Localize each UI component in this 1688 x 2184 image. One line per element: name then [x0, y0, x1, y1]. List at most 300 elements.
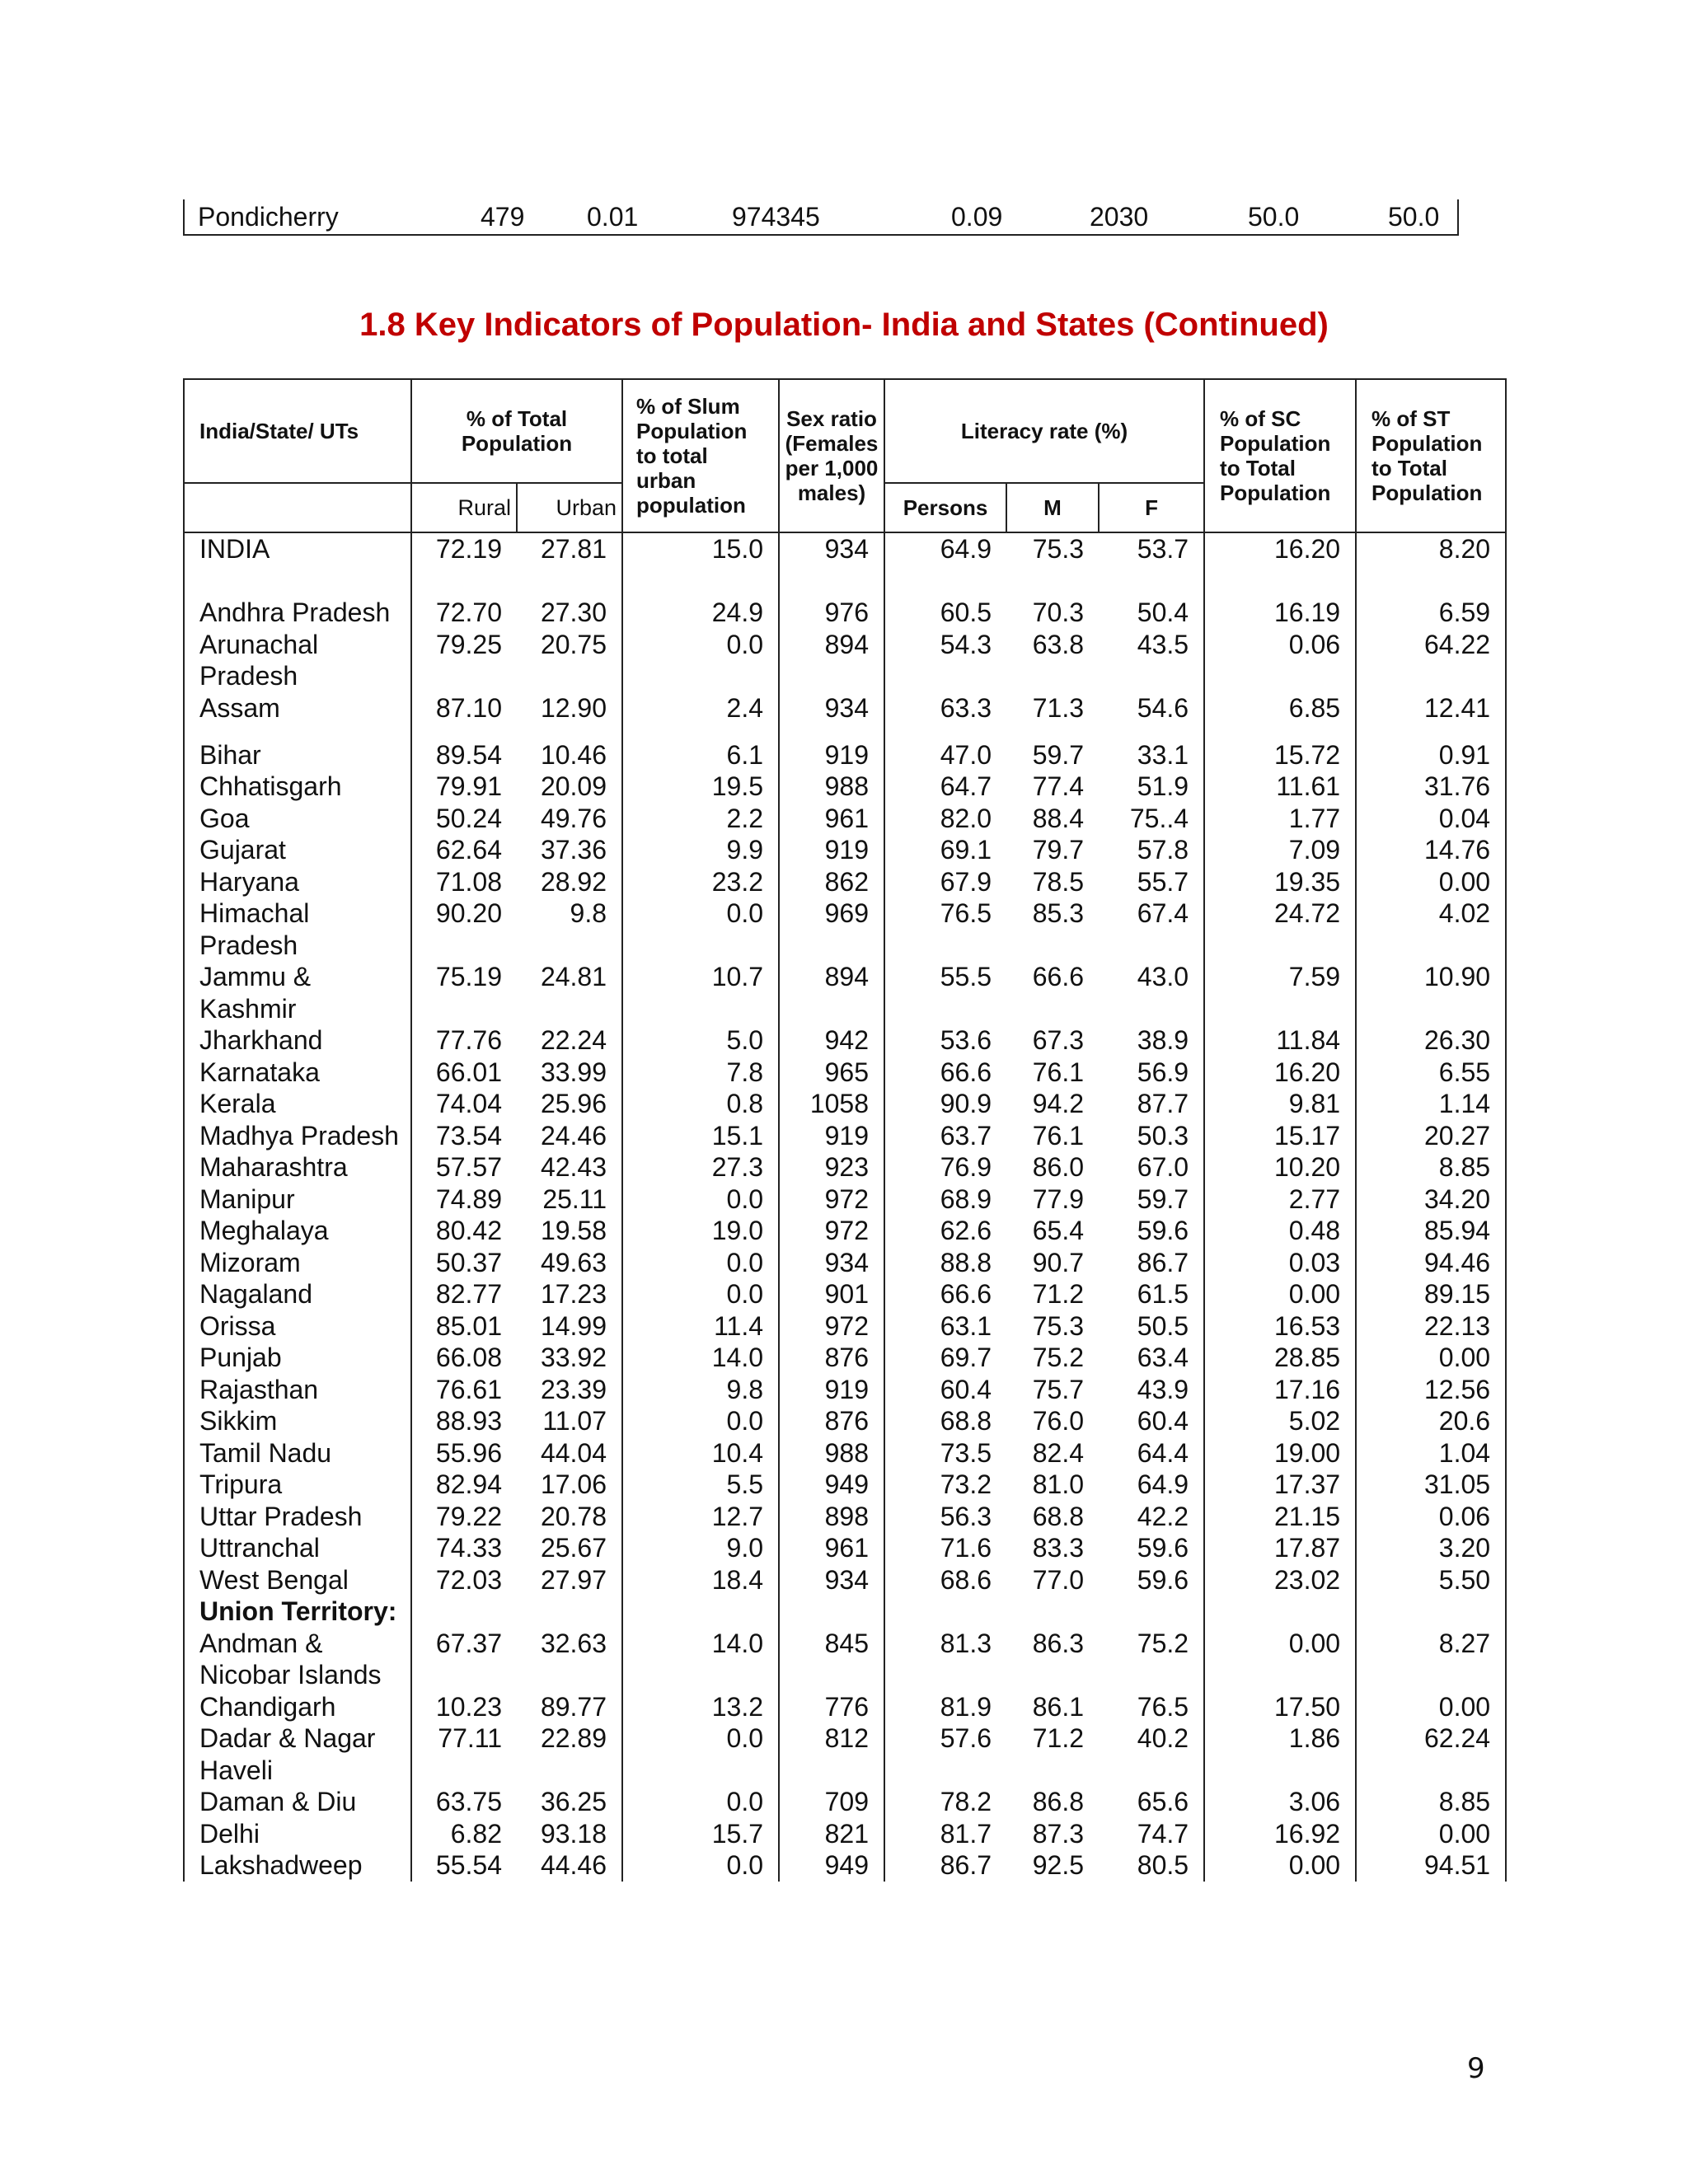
state-name: Tripura [184, 1469, 411, 1501]
cell-value: 27.81 [517, 532, 622, 597]
cell-value: 0.03 [1204, 1247, 1356, 1279]
cell-value: 67.37 [411, 1628, 517, 1691]
table-row [184, 1151, 1506, 1183]
table-row [184, 1405, 1506, 1437]
cell-value: 81.9 [884, 1691, 1006, 1723]
cell-value: 76.0 [1032, 1406, 1085, 1436]
cell-value: 59.6 [1099, 1215, 1204, 1247]
cell-value: 66.6 [884, 1278, 1006, 1310]
cell-value: 86.8 [1032, 1787, 1085, 1816]
cell-value: 77.11 [411, 1722, 517, 1786]
cell-value: 919 [779, 1374, 884, 1406]
cell-value: 77.9 [1032, 1183, 1085, 1214]
cell-value: 934 [779, 532, 884, 597]
cell-value: 74.33 [411, 1532, 517, 1564]
cell-value: 59.6 [1099, 1564, 1204, 1596]
cell-value: 73.5 [884, 1437, 1006, 1469]
cell-value: 934 [779, 1247, 884, 1279]
cell-value: 55.7 [1099, 866, 1204, 898]
prev-row-cell: 0.01 [587, 202, 639, 232]
cell-value: 68.8 [1032, 1501, 1085, 1531]
state-name: Meghalaya [184, 1215, 411, 1247]
cell-value: 50.4 [1099, 597, 1204, 629]
cell-value: 6.59 [1356, 597, 1506, 629]
cell-value: 64.7 [884, 771, 1006, 803]
cell-value: 86.1 [1032, 1691, 1085, 1722]
cell-value: 50.37 [411, 1247, 517, 1279]
cell-value: 0.00 [1356, 1818, 1506, 1850]
cell-value: 60.4 [884, 1374, 1006, 1406]
cell-value: 64.9 [884, 532, 1006, 597]
cell-value: 33.92 [517, 1342, 622, 1374]
cell-value: 59.6 [1099, 1532, 1204, 1564]
cell-value: 11.61 [1204, 771, 1356, 803]
cell-value: 89.54 [411, 739, 517, 771]
state-name: Madhya Pradesh [184, 1120, 411, 1152]
cell-value: 89.77 [517, 1691, 622, 1723]
state-name: Uttar Pradesh [184, 1501, 411, 1533]
cell-value: 49.76 [517, 803, 622, 835]
cell-value: 22.89 [517, 1722, 622, 1786]
table-row [184, 1628, 1506, 1691]
cell-value: 81.7 [884, 1818, 1006, 1850]
cell-value: 82.0 [884, 803, 1006, 835]
state-name: Chandigarh [184, 1691, 411, 1723]
table-row [184, 1469, 1506, 1501]
cell-value: 31.05 [1356, 1469, 1506, 1501]
cell-value: 88.4 [1032, 803, 1085, 833]
cell-value: 988 [779, 771, 884, 803]
cell-value: 0.04 [1356, 803, 1506, 835]
cell-value: 59.7 [1099, 1183, 1204, 1216]
cell-value: 63.1 [884, 1310, 1006, 1343]
cell-value: 74.04 [411, 1088, 517, 1120]
state-name: Kerala [184, 1088, 411, 1120]
cell-value: 25.96 [517, 1088, 622, 1120]
cell-value: 53.7 [1099, 532, 1204, 597]
table-row [184, 771, 1506, 803]
cell-value: 4.02 [1356, 898, 1506, 961]
state-name: Goa [184, 803, 411, 835]
cell-value: 67.3 [1032, 1025, 1085, 1055]
cell-value: 20.09 [517, 771, 622, 803]
cell-value: 15.7 [622, 1818, 779, 1850]
cell-value [622, 1596, 779, 1628]
cell-value: 66.6 [884, 1057, 1006, 1089]
cell-value: 5.0 [622, 1024, 779, 1057]
cell-value: 88.93 [411, 1405, 517, 1437]
cell-value: 42.2 [1099, 1501, 1204, 1533]
state-name: Punjab [184, 1342, 411, 1374]
cell-value: 2.4 [622, 692, 779, 739]
state-name: Haryana [184, 866, 411, 898]
cell-value: 72.03 [411, 1564, 517, 1596]
prev-row-cell: 0.09 [951, 202, 1003, 232]
state-name: Gujarat [184, 834, 411, 866]
cell-value: 1058 [779, 1088, 884, 1120]
table-row [184, 1532, 1506, 1564]
cell-value: 25.11 [517, 1183, 622, 1216]
section-row [184, 1596, 1506, 1628]
cell-value: 821 [779, 1818, 884, 1850]
cell-value: 76.9 [884, 1151, 1006, 1183]
cell-value: 0.48 [1204, 1215, 1356, 1247]
cell-value: 67.9 [884, 866, 1006, 898]
table-row [184, 1818, 1506, 1850]
cell-value: 62.64 [411, 834, 517, 866]
state-name: Jammu & Kashmir [184, 961, 411, 1024]
prev-row-cell: 479 [481, 202, 525, 232]
cell-value: 16.20 [1204, 1057, 1356, 1089]
cell-value: 86.7 [884, 1849, 1006, 1882]
cell-value: 73.2 [884, 1469, 1006, 1501]
cell-value: 11.07 [517, 1405, 622, 1437]
cell-value: 923 [779, 1151, 884, 1183]
cell-value: 972 [779, 1215, 884, 1247]
cell-value: 6.82 [411, 1818, 517, 1850]
cell-value: 6.55 [1356, 1057, 1506, 1089]
cell-value: 942 [779, 1024, 884, 1057]
cell-value: 90.20 [411, 898, 517, 961]
cell-value: 894 [779, 629, 884, 692]
state-name: West Bengal [184, 1564, 411, 1596]
cell-value: 23.2 [622, 866, 779, 898]
state-name: Himachal Pradesh [184, 898, 411, 961]
cell-value: 6.1 [622, 739, 779, 771]
cell-value: 63.75 [411, 1786, 517, 1818]
cell-value: 60.5 [884, 597, 1006, 629]
table-row [184, 1057, 1506, 1089]
cell-value: 19.35 [1204, 866, 1356, 898]
state-name: Andhra Pradesh [184, 597, 411, 629]
cell-value: 934 [779, 1564, 884, 1596]
cell-value: 7.59 [1204, 961, 1356, 1024]
cell-value: 9.8 [517, 898, 622, 961]
cell-value: 94.46 [1356, 1247, 1506, 1279]
cell-value: 51.9 [1099, 771, 1204, 803]
cell-value: 876 [779, 1405, 884, 1437]
cell-value: 776 [779, 1691, 884, 1723]
cell-value: 50.24 [411, 803, 517, 835]
cell-value: 2.2 [622, 803, 779, 835]
state-name: Tamil Nadu [184, 1437, 411, 1469]
cell-value: 85.01 [411, 1310, 517, 1343]
table-body [184, 532, 1506, 1882]
cell-value: 24.72 [1204, 898, 1356, 961]
cell-value: 0.00 [1356, 1691, 1506, 1723]
cell-value: 33.99 [517, 1057, 622, 1089]
cell-value: 17.37 [1204, 1469, 1356, 1501]
cell-value: 5.02 [1204, 1405, 1356, 1437]
prev-row-cell: 974345 [732, 202, 820, 232]
cell-value: 43.0 [1099, 961, 1204, 1024]
state-name: Mizoram [184, 1247, 411, 1279]
state-name: Rajasthan [184, 1374, 411, 1406]
cell-value: 75..4 [1099, 803, 1204, 835]
prev-row-cell: 50.0 [1248, 202, 1300, 232]
cell-value: 10.4 [622, 1437, 779, 1469]
cell-value: 36.25 [517, 1786, 622, 1818]
state-name: Daman & Diu [184, 1786, 411, 1818]
header-sc: % of SC Population to Total Population [1204, 379, 1356, 532]
cell-value: 9.9 [622, 834, 779, 866]
table-row [184, 692, 1506, 739]
cell-value: 57.57 [411, 1151, 517, 1183]
table-row [184, 1691, 1506, 1723]
cell-value: 64.22 [1356, 629, 1506, 692]
cell-value: 71.2 [1032, 1279, 1085, 1309]
cell-value: 21.15 [1204, 1501, 1356, 1533]
cell-value: 78.2 [884, 1786, 1006, 1818]
cell-value: 83.3 [1032, 1533, 1085, 1563]
section-label: Union Territory: [184, 1596, 411, 1628]
cell-value: 1.04 [1356, 1437, 1506, 1469]
header-urban: Urban [517, 483, 622, 532]
cell-value: 90.9 [884, 1088, 1006, 1120]
cell-value: 66.08 [411, 1342, 517, 1374]
cell-value: 67.4 [1099, 898, 1204, 961]
cell-value: 57.6 [884, 1722, 1006, 1786]
table-row [184, 739, 1506, 771]
cell-value [517, 1596, 622, 1628]
cell-value: 16.19 [1204, 597, 1356, 629]
cell-value: 10.23 [411, 1691, 517, 1723]
state-name: Maharashtra [184, 1151, 411, 1183]
cell-value: 709 [779, 1786, 884, 1818]
cell-value: 62.6 [884, 1215, 1006, 1247]
table-title: 1.8 Key Indicators of Population- India and States (Continued) [359, 307, 1329, 343]
cell-value: 63.8 [1032, 629, 1085, 659]
state-name: Delhi [184, 1818, 411, 1850]
cell-value: 74.89 [411, 1183, 517, 1216]
cell-value: 38.9 [1099, 1024, 1204, 1057]
cell-value: 50.3 [1099, 1120, 1204, 1152]
state-name: INDIA [184, 532, 411, 597]
cell-value: 79.91 [411, 771, 517, 803]
cell-value [411, 1596, 517, 1628]
cell-value: 972 [779, 1310, 884, 1343]
state-name: Uttranchal [184, 1532, 411, 1564]
cell-value: 44.46 [517, 1849, 622, 1882]
cell-value: 69.1 [884, 834, 1006, 866]
cell-value: 5.50 [1356, 1564, 1506, 1596]
cell-value [779, 1596, 884, 1628]
table-row [184, 1088, 1506, 1120]
cell-value: 28.92 [517, 866, 622, 898]
cell-value: 81.3 [884, 1628, 1006, 1691]
cell-value: 55.96 [411, 1437, 517, 1469]
cell-value [1006, 1596, 1099, 1628]
cell-value: 12.90 [517, 692, 622, 739]
cell-value: 0.06 [1356, 1501, 1506, 1533]
cell-value: 11.4 [622, 1310, 779, 1343]
cell-value: 1.86 [1204, 1722, 1356, 1786]
cell-value: 93.18 [517, 1818, 622, 1850]
cell-value: 10.46 [517, 739, 622, 771]
cell-value: 76.1 [1032, 1120, 1085, 1151]
state-name: Dadar & Nagar Haveli [184, 1722, 411, 1786]
cell-value: 894 [779, 961, 884, 1024]
cell-value: 66.6 [1032, 962, 1085, 991]
cell-value: 20.78 [517, 1501, 622, 1533]
table-row [184, 597, 1506, 629]
header-state-blank [184, 483, 411, 532]
cell-value: 3.06 [1204, 1786, 1356, 1818]
table-row [184, 532, 1506, 597]
cell-value: 80.42 [411, 1215, 517, 1247]
cell-value: 8.85 [1356, 1151, 1506, 1183]
cell-value: 18.4 [622, 1564, 779, 1596]
cell-value: 7.09 [1204, 834, 1356, 866]
cell-value: 60.4 [1099, 1405, 1204, 1437]
cell-value: 0.0 [622, 1786, 779, 1818]
table-row [184, 1024, 1506, 1057]
cell-value: 44.04 [517, 1437, 622, 1469]
page-number: 9 [1467, 2052, 1485, 2085]
cell-value: 28.85 [1204, 1342, 1356, 1374]
cell-value: 17.87 [1204, 1532, 1356, 1564]
cell-value: 40.2 [1099, 1722, 1204, 1786]
cell-value [1204, 1596, 1356, 1628]
cell-value: 78.5 [1032, 866, 1085, 897]
cell-value: 1.14 [1356, 1088, 1506, 1120]
cell-value: 10.7 [622, 961, 779, 1024]
cell-value: 22.13 [1356, 1310, 1506, 1343]
table-row [184, 1722, 1506, 1786]
cell-value: 76.5 [884, 898, 1006, 961]
cell-value: 68.9 [884, 1183, 1006, 1216]
cell-value: 88.8 [884, 1247, 1006, 1279]
cell-value: 20.27 [1356, 1120, 1506, 1152]
table-row [184, 898, 1506, 961]
cell-value: 901 [779, 1278, 884, 1310]
cell-value: 0.0 [622, 898, 779, 961]
table-row [184, 1564, 1506, 1596]
cell-value: 34.20 [1356, 1183, 1506, 1216]
cell-value: 972 [779, 1183, 884, 1216]
cell-value: 94.2 [1032, 1089, 1085, 1118]
cell-value: 0.00 [1356, 1342, 1506, 1374]
cell-value: 16.92 [1204, 1818, 1356, 1850]
cell-value: 24.46 [517, 1120, 622, 1152]
cell-value: 22.24 [517, 1024, 622, 1057]
cell-value: 87.7 [1099, 1088, 1204, 1120]
cell-value: 0.0 [622, 1405, 779, 1437]
header-literacy: Literacy rate (%) [884, 379, 1204, 483]
header-male: M [1006, 483, 1099, 532]
cell-value: 0.00 [1204, 1278, 1356, 1310]
cell-value: 20.75 [517, 629, 622, 692]
cell-value: 71.2 [1032, 1723, 1085, 1753]
cell-value: 812 [779, 1722, 884, 1786]
state-name: Arunachal Pradesh [184, 629, 411, 692]
cell-value: 74.7 [1099, 1818, 1204, 1850]
cell-value: 86.3 [1032, 1628, 1085, 1658]
cell-value: 75.2 [1099, 1628, 1204, 1691]
cell-value: 65.4 [1032, 1216, 1085, 1245]
cell-value: 8.27 [1356, 1628, 1506, 1691]
state-name: Lakshadweep [184, 1849, 411, 1882]
cell-value: 17.16 [1204, 1374, 1356, 1406]
cell-value: 17.06 [517, 1469, 622, 1501]
state-name: Karnataka [184, 1057, 411, 1089]
cell-value: 17.23 [517, 1278, 622, 1310]
prev-row-cell: 50.0 [1388, 202, 1440, 232]
cell-value: 16.53 [1204, 1310, 1356, 1343]
cell-value: 6.85 [1204, 692, 1356, 739]
table-row [184, 1786, 1506, 1818]
cell-value: 79.7 [1032, 835, 1085, 865]
header-st: % of ST Population to Total Population [1356, 379, 1506, 532]
table-row [184, 803, 1506, 835]
cell-value: 64.4 [1099, 1437, 1204, 1469]
cell-value: 0.0 [622, 1247, 779, 1279]
cell-value: 56.3 [884, 1501, 1006, 1533]
table-row [184, 1437, 1506, 1469]
cell-value: 67.0 [1099, 1151, 1204, 1183]
state-name: Bihar [184, 739, 411, 771]
cell-value: 75.7 [1032, 1374, 1085, 1404]
table-row [184, 1183, 1506, 1216]
header-slum: % of Slum Population to total urban population [622, 379, 779, 532]
cell-value: 862 [779, 866, 884, 898]
prev-row-name: Pondicherry [198, 202, 339, 232]
cell-value: 19.0 [622, 1215, 779, 1247]
cell-value: 49.63 [517, 1247, 622, 1279]
cell-value: 82.94 [411, 1469, 517, 1501]
cell-value: 64.9 [1099, 1469, 1204, 1501]
state-name: Sikkim [184, 1405, 411, 1437]
cell-value: 79.22 [411, 1501, 517, 1533]
cell-value: 1.77 [1204, 803, 1356, 835]
cell-value: 0.0 [622, 1278, 779, 1310]
cell-value [1099, 1596, 1204, 1628]
cell-value: 71.08 [411, 866, 517, 898]
cell-value: 54.3 [884, 629, 1006, 692]
cell-value: 89.15 [1356, 1278, 1506, 1310]
cell-value: 16.20 [1204, 532, 1356, 597]
cell-value: 9.8 [622, 1374, 779, 1406]
cell-value: 845 [779, 1628, 884, 1691]
cell-value: 0.00 [1204, 1628, 1356, 1691]
cell-value: 919 [779, 1120, 884, 1152]
cell-value: 15.1 [622, 1120, 779, 1152]
cell-value: 14.0 [622, 1342, 779, 1374]
cell-value: 57.8 [1099, 834, 1204, 866]
cell-value: 86.0 [1032, 1152, 1085, 1182]
table-row [184, 1120, 1506, 1152]
cell-value: 0.0 [622, 1183, 779, 1216]
cell-value: 11.84 [1204, 1024, 1356, 1057]
cell-value: 17.50 [1204, 1691, 1356, 1723]
cell-value: 23.39 [517, 1374, 622, 1406]
cell-value: 13.2 [622, 1691, 779, 1723]
cell-value: 24.9 [622, 597, 779, 629]
cell-value: 14.99 [517, 1310, 622, 1343]
cell-value: 949 [779, 1469, 884, 1501]
cell-value: 15.72 [1204, 739, 1356, 771]
cell-value: 55.5 [884, 961, 1006, 1024]
cell-value: 59.7 [1032, 739, 1085, 770]
table-row [184, 1278, 1506, 1310]
cell-value: 53.6 [884, 1024, 1006, 1057]
cell-value: 50.5 [1099, 1310, 1204, 1343]
cell-value: 76.61 [411, 1374, 517, 1406]
cell-value: 90.7 [1032, 1247, 1085, 1277]
cell-value: 69.7 [884, 1342, 1006, 1374]
cell-value: 19.58 [517, 1215, 622, 1247]
cell-value: 75.19 [411, 961, 517, 1024]
